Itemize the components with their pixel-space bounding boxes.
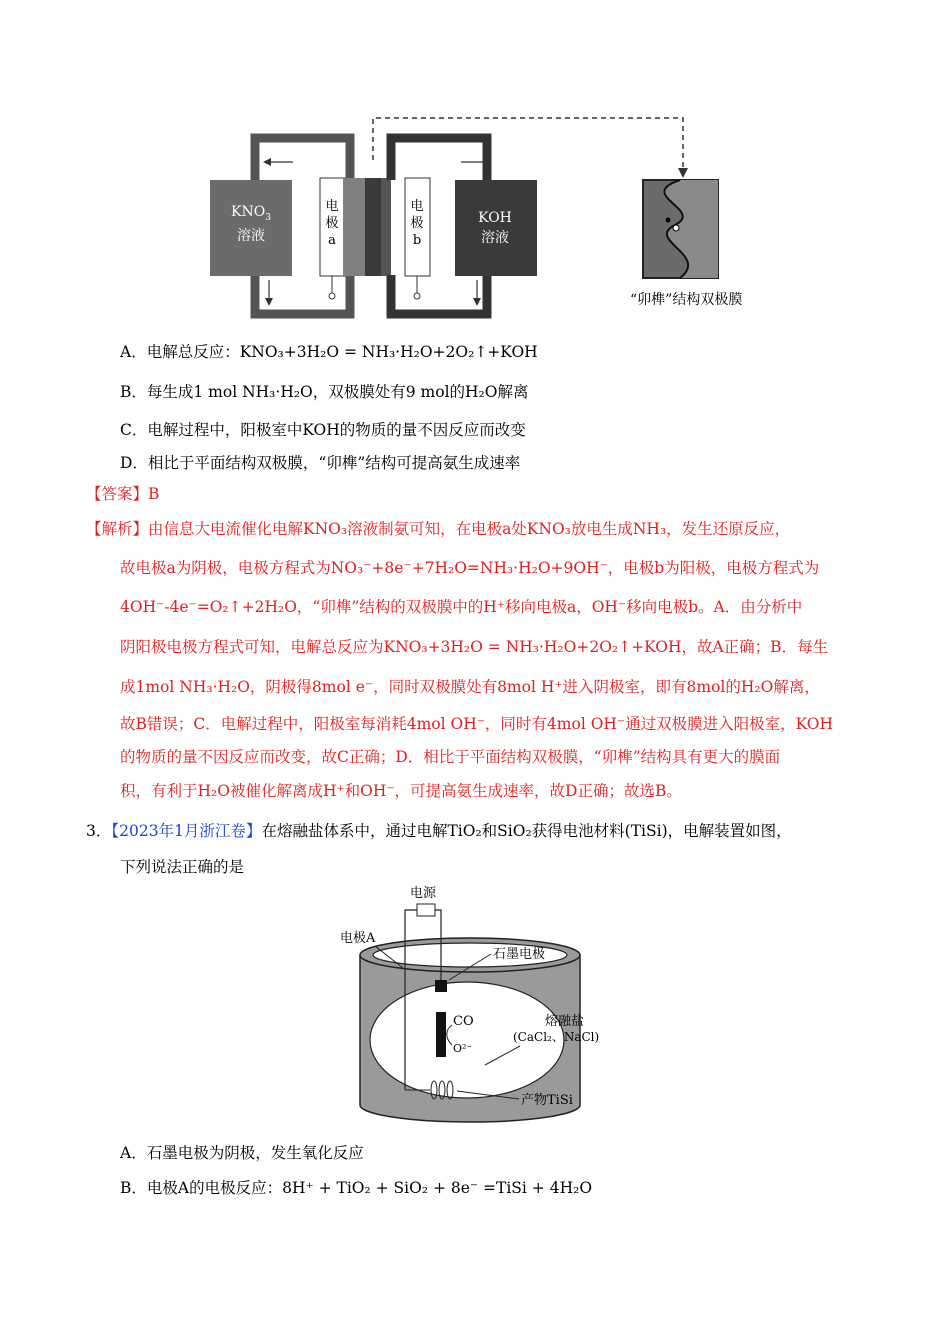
- q3-source: 【2023年1月浙江卷】: [111, 822, 262, 840]
- molten-salt-composition: (CaCl₂、NaCl): [513, 1030, 600, 1044]
- electrode-b-char1: 电: [410, 199, 424, 214]
- right-solution-label: 溶液: [481, 230, 509, 246]
- q2-option-d: D．相比于平面结构双极膜，“卯榫”结构可提高氨生成速率: [120, 454, 521, 472]
- electrode-a-char3: a: [328, 233, 336, 248]
- analysis-line-2: 故电极a为阴极，电极方程式为NO₃⁻+8e⁻+7H₂O=NH₃·H₂O+9OH⁻，电极b为阳极，电极方程式为: [120, 559, 820, 577]
- graphite-electrode-label: 石墨电极: [493, 947, 546, 962]
- molten-salt-cell-figure: [335, 880, 625, 1130]
- electrode-a-char2: 极: [325, 216, 339, 231]
- electrolysis-cell-figure: [205, 110, 765, 325]
- q3-option-a: A．石墨电极为阴极，发生氧化反应: [120, 1144, 364, 1162]
- analysis-line-8: 积，有利于H₂O被催化解离成H⁺和OH⁻，可提高氨生成速率，故D正确；故选B。: [120, 782, 682, 800]
- electrode-a-char1: 电: [325, 199, 339, 214]
- electrode-b-char3: b: [412, 233, 422, 248]
- left-solution-label: 溶液: [237, 228, 265, 244]
- analysis-line-7: 的物质的量不因反应而改变，故C正确；D．相比于平面结构双极膜，“卯榫”结构具有更大的膜面: [120, 748, 781, 766]
- membrane-caption: “卯榫”结构双极膜: [630, 292, 743, 308]
- q3-stem-text: 在熔融盐体系中，通过电解TiO₂和SiO₂获得电池材料(TiSi)，电解装置如图，: [261, 822, 792, 840]
- electrode-b-char2: 极: [410, 216, 424, 231]
- analysis-line-3: 4OH⁻-4e⁻=O₂↑+2H₂O，“卯榫”结构的双极膜中的H⁺移向电极a，OH⁻移向电极b。A．由分析中: [120, 598, 803, 616]
- co-label: CO: [453, 1014, 474, 1029]
- o2-label: O²⁻: [453, 1042, 473, 1055]
- right-solution-formula: KOH: [478, 210, 512, 226]
- q3-number: 3．: [86, 822, 112, 840]
- q3-stem: [86, 820, 792, 842]
- answer: 【答案】B: [86, 485, 160, 503]
- product-label: 产物TiSi: [521, 1093, 573, 1108]
- power-label: 电源: [409, 886, 437, 901]
- q2-option-b: B．每生成1 mol NH₃·H₂O，双极膜处有9 mol的H₂O解离: [120, 383, 529, 401]
- analysis-line-4: 阴阳极电极方程式可知，电解总反应为KNO₃+3H₂O = NH₃·H₂O+2O₂↑+KOH，故A正确；B．每生: [120, 638, 829, 656]
- electrode-a-label: 电极A: [340, 931, 376, 946]
- molten-salt-label: 熔融盐: [545, 1014, 585, 1029]
- analysis-line-6: 故B错误；C．电解过程中，阳极室每消耗4mol OH⁻，同时有4mol OH⁻通过双极膜进入阳极室，KOH: [120, 715, 834, 733]
- q3-option-b: B．电极A的电极反应：8H⁺ + TiO₂ + SiO₂ + 8e⁻ =TiSi + 4H₂O: [120, 1179, 593, 1197]
- analysis-line-5: 成1mol NH₃·H₂O，阴极得8mol e⁻，同时双极膜处有8mol H⁺进入阴极室，即有8mol的H₂O解离，: [120, 678, 820, 696]
- q3-stem-line2: 下列说法正确的是: [120, 858, 245, 876]
- analysis-line-1: 【解析】由信息大电流催化电解KNO₃溶液制氨可知，在电极a处KNO₃放电生成NH₃，发生还原反应，: [86, 520, 791, 538]
- left-solution-formula: $KNO_3$: [231, 204, 271, 223]
- q2-option-a: A．电解总反应：KNO₃+3H₂O = NH₃·H₂O+2O₂↑+KOH: [120, 343, 538, 361]
- q2-option-c: C．电解过程中，阳极室中KOH的物质的量不因反应而改变: [120, 421, 526, 439]
